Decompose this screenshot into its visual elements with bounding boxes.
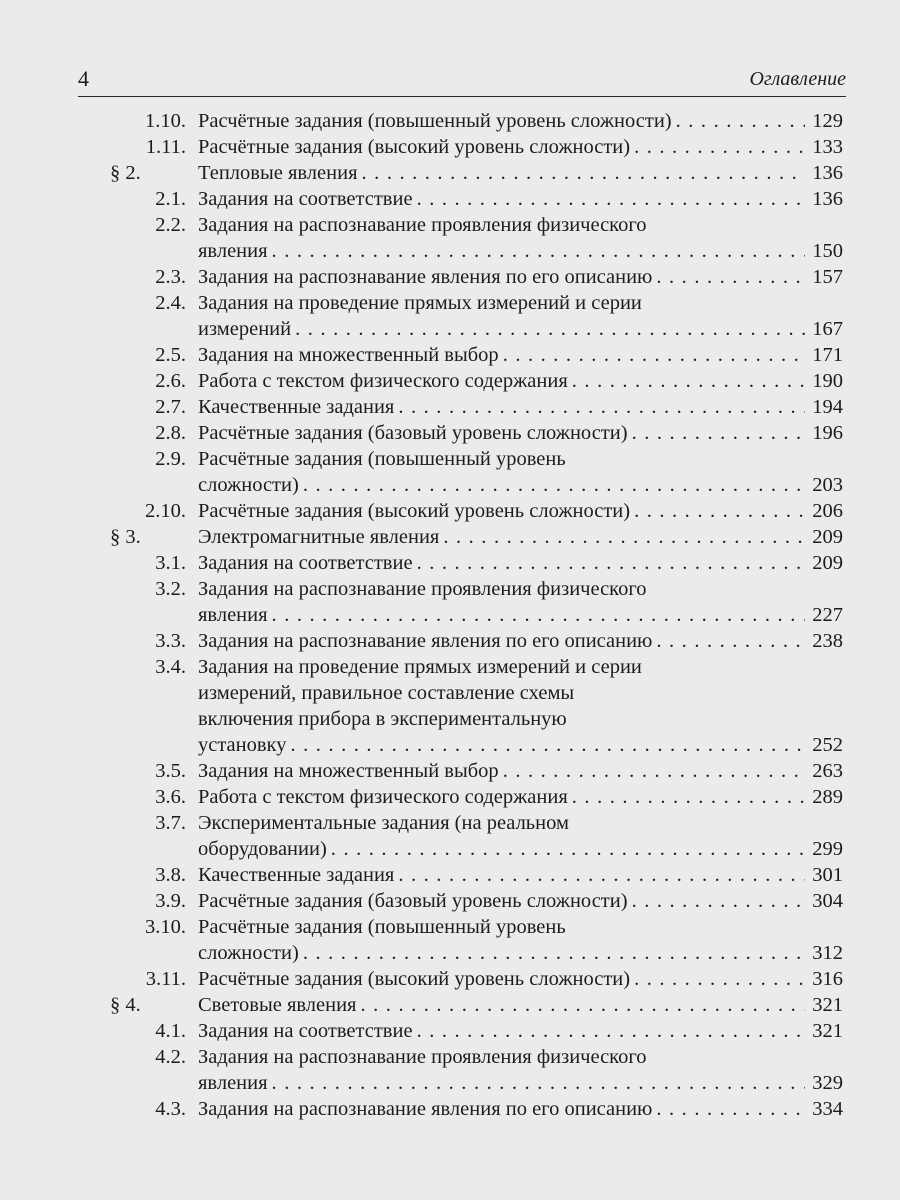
entry-page-number: 238 [812, 630, 843, 652]
entry-title-line: Расчётные задания (высокий уровень сложности) [198, 500, 631, 522]
entry-title [198, 108, 843, 134]
toc-entry [0, 862, 900, 888]
entry-title [198, 992, 843, 1018]
entry-title [198, 186, 843, 212]
entry-title-line: Расчётные задания (повышенный уровень сложности) [198, 110, 672, 132]
entry-page-number: 321 [812, 994, 843, 1016]
dot-leader [656, 1096, 805, 1122]
toc-entry [0, 394, 900, 420]
toc-entry [0, 290, 900, 342]
entry-title-line: явления [198, 240, 268, 262]
entry-number: 4.2. [155, 1046, 186, 1068]
entry-title [198, 758, 843, 784]
toc-entry [0, 576, 900, 628]
entry-page-number: 167 [812, 318, 843, 340]
entry-number: 1.11. [145, 136, 186, 158]
entry-title-line: Задания на множественный выбор [198, 344, 499, 366]
entry-number: 3.7. [155, 812, 186, 834]
entry-title-line: Задания на проведение прямых измерений и серии [198, 656, 642, 678]
entry-page-number: 194 [812, 396, 843, 418]
entry-title [198, 1044, 843, 1096]
entry-title-line: явления [198, 1072, 268, 1094]
entry-number: 2.2. [155, 214, 186, 236]
dot-leader [656, 628, 805, 654]
entry-page-number: 136 [812, 188, 843, 210]
toc-entry [0, 264, 900, 290]
dot-leader [572, 368, 805, 394]
entry-title [198, 368, 843, 394]
toc-entry [0, 1044, 900, 1096]
entry-title-line: Расчётные задания (высокий уровень сложности) [198, 968, 631, 990]
entry-page-number: 263 [812, 760, 843, 782]
entry-number: 1.10. [145, 110, 186, 132]
toc-entry [0, 446, 900, 498]
entry-page-number: 206 [812, 500, 843, 522]
entry-number: 3.8. [155, 864, 186, 886]
entry-title [198, 446, 843, 498]
entry-number: 2.10. [145, 500, 186, 522]
entry-title-line: Расчётные задания (повышенный уровень [198, 448, 566, 470]
entry-title-line: Качественные задания [198, 396, 395, 418]
entry-page-number: 190 [812, 370, 843, 392]
entry-number: 3.3. [155, 630, 186, 652]
entry-title [198, 966, 843, 992]
entry-number: 3.1. [155, 552, 186, 574]
dot-leader [331, 836, 805, 862]
entry-title [198, 134, 843, 160]
entry-number: 2.8. [155, 422, 186, 444]
toc-section [0, 160, 900, 186]
toc-section [0, 992, 900, 1018]
entry-title-line: Работа с текстом физического содержания [198, 786, 568, 808]
entry-page-number: 209 [812, 526, 843, 548]
dot-leader [362, 160, 805, 186]
dot-leader [503, 758, 805, 784]
entry-title [198, 498, 843, 524]
toc-section [0, 524, 900, 550]
entry-title-line: Тепловые явления [198, 162, 358, 184]
entry-page-number: 299 [812, 838, 843, 860]
entry-title-line: Задания на проведение прямых измерений и серии [198, 292, 642, 314]
toc-entry [0, 212, 900, 264]
entry-title-line: Задания на распознавание проявления физического [198, 214, 647, 236]
toc-entry [0, 342, 900, 368]
entry-number: 2.7. [155, 396, 186, 418]
entry-number: 3.10. [145, 916, 186, 938]
dot-leader [572, 784, 805, 810]
dot-leader [503, 342, 805, 368]
dot-leader [443, 524, 805, 550]
entry-number: 3.6. [155, 786, 186, 808]
entry-title [198, 550, 843, 576]
entry-number: § 4. [110, 994, 141, 1016]
entry-page-number: 316 [812, 968, 843, 990]
entry-number: 2.3. [155, 266, 186, 288]
dot-leader [634, 498, 805, 524]
dot-leader [417, 550, 805, 576]
entry-number: 3.9. [155, 890, 186, 912]
page-number: 4 [78, 66, 89, 91]
entry-number: 3.2. [155, 578, 186, 600]
entry-title [198, 290, 843, 342]
dot-leader [272, 602, 805, 628]
entry-title-line: Задания на распознавание проявления физического [198, 1046, 647, 1068]
entry-number: 4.3. [155, 1098, 186, 1120]
entry-number: 2.1. [155, 188, 186, 210]
toc-entry [0, 498, 900, 524]
entry-title [198, 914, 843, 966]
entry-title [198, 420, 843, 446]
entry-title-line: Качественные задания [198, 864, 395, 886]
entry-title-line: Задания на распознавание явления по его описанию [198, 266, 653, 288]
entry-title-line: Задания на распознавание явления по его описанию [198, 1098, 653, 1120]
entry-page-number: 129 [812, 110, 843, 132]
toc-entry [0, 628, 900, 654]
toc-entry [0, 550, 900, 576]
dot-leader [632, 888, 805, 914]
entry-title-line: Задания на соответствие [198, 188, 413, 210]
entry-page-number: 329 [812, 1072, 843, 1094]
dot-leader [303, 940, 805, 966]
entry-number: 2.6. [155, 370, 186, 392]
toc-entry [0, 1096, 900, 1122]
dot-leader [676, 108, 805, 134]
dot-leader [290, 732, 805, 758]
entry-title-line: Электромагнитные явления [198, 526, 440, 548]
entry-title-line: Расчётные задания (базовый уровень сложности) [198, 890, 628, 912]
entry-title [198, 1096, 843, 1122]
toc-entry [0, 186, 900, 212]
toc-entry [0, 758, 900, 784]
entry-title-line: Экспериментальные задания (на реальном [198, 812, 569, 834]
dot-leader [303, 472, 805, 498]
entry-page-number: 321 [812, 1020, 843, 1042]
toc-entry [0, 368, 900, 394]
entry-title-line: Световые явления [198, 994, 357, 1016]
entry-title [198, 888, 843, 914]
dot-leader [398, 394, 805, 420]
entry-page-number: 171 [812, 344, 843, 366]
entry-number: 2.5. [155, 344, 186, 366]
entry-page-number: 196 [812, 422, 843, 444]
entry-title [198, 264, 843, 290]
entry-number: § 3. [110, 526, 141, 548]
entry-title-line: Работа с текстом физического содержания [198, 370, 568, 392]
entry-page-number: 334 [812, 1098, 843, 1120]
table-of-contents [0, 108, 900, 1122]
entry-title [198, 524, 843, 550]
entry-number: 2.9. [155, 448, 186, 470]
dot-leader [634, 966, 805, 992]
entry-title [198, 784, 843, 810]
entry-title [198, 160, 843, 186]
entry-title-line: установку [198, 734, 287, 756]
toc-entry [0, 966, 900, 992]
entry-title-line: сложности) [198, 942, 299, 964]
entry-page-number: 227 [812, 604, 843, 626]
dot-leader [656, 264, 805, 290]
entry-number: 4.1. [155, 1020, 186, 1042]
running-header [78, 66, 846, 97]
toc-entry [0, 134, 900, 160]
entry-page-number: 133 [812, 136, 843, 158]
toc-entry [0, 810, 900, 862]
entry-number: 2.4. [155, 292, 186, 314]
entry-page-number: 252 [812, 734, 843, 756]
entry-title-line: Задания на распознавание явления по его описанию [198, 630, 653, 652]
entry-title [198, 212, 843, 264]
entry-number: § 2. [110, 162, 141, 184]
entry-number: 3.11. [145, 968, 186, 990]
dot-leader [272, 238, 805, 264]
entry-number: 3.5. [155, 760, 186, 782]
entry-page-number: 136 [812, 162, 843, 184]
entry-page-number: 304 [812, 890, 843, 912]
dot-leader [295, 316, 805, 342]
entry-title [198, 862, 843, 888]
entry-title-line: Расчётные задания (повышенный уровень [198, 916, 566, 938]
dot-leader [417, 1018, 805, 1044]
entry-title-line: Расчётные задания (базовый уровень сложности) [198, 422, 628, 444]
entry-page-number: 157 [812, 266, 843, 288]
entry-title [198, 1018, 843, 1044]
entry-title [198, 576, 843, 628]
toc-entry [0, 654, 900, 758]
entry-title-line: Расчётные задания (высокий уровень сложности) [198, 136, 631, 158]
entry-title [198, 394, 843, 420]
entry-title-line: измерений [198, 318, 292, 340]
entry-title-line: Задания на соответствие [198, 1020, 413, 1042]
dot-leader [272, 1070, 805, 1096]
entry-title [198, 810, 843, 862]
entry-title-line: измерений, правильное составление схемы [198, 682, 575, 704]
entry-title-line: явления [198, 604, 268, 626]
entry-number: 3.4. [155, 656, 186, 678]
entry-page-number: 312 [812, 942, 843, 964]
entry-title [198, 654, 843, 758]
entry-page-number: 150 [812, 240, 843, 262]
dot-leader [632, 420, 805, 446]
entry-page-number: 289 [812, 786, 843, 808]
toc-entry [0, 888, 900, 914]
toc-entry [0, 1018, 900, 1044]
entry-page-number: 203 [812, 474, 843, 496]
toc-entry [0, 914, 900, 966]
entry-title-line: Задания на соответствие [198, 552, 413, 574]
entry-title-line: сложности) [198, 474, 299, 496]
entry-page-number: 301 [812, 864, 843, 886]
entry-page-number: 209 [812, 552, 843, 574]
dot-leader [398, 862, 805, 888]
entry-title-line: оборудовании) [198, 838, 327, 860]
running-title: Оглавление [749, 68, 846, 90]
toc-entry [0, 420, 900, 446]
dot-leader [417, 186, 805, 212]
toc-entry [0, 784, 900, 810]
entry-title [198, 628, 843, 654]
dot-leader [361, 992, 806, 1018]
toc-entry [0, 108, 900, 134]
dot-leader [634, 134, 805, 160]
entry-title [198, 342, 843, 368]
entry-title-line: Задания на множественный выбор [198, 760, 499, 782]
entry-title-line: включения прибора в экспериментальную [198, 708, 567, 730]
entry-title-line: Задания на распознавание проявления физического [198, 578, 647, 600]
